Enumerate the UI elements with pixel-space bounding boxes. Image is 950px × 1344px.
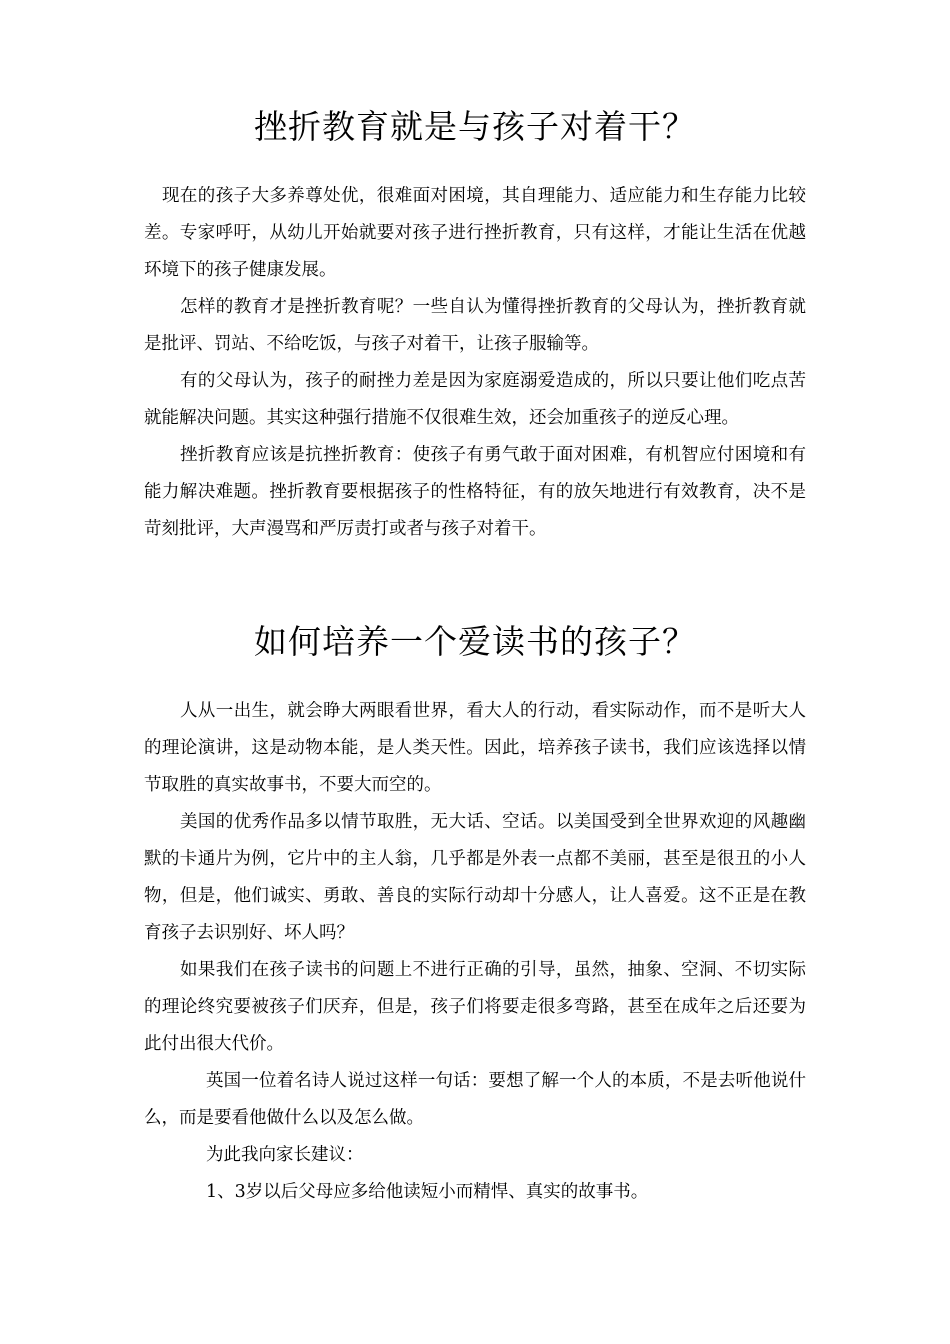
paragraph: 人从一出生，就会睁大两眼看世界，看大人的行动，看实际动作，而不是听大人的理论演讲，这是动物本能，是人类天性。因此，培养孩子读书，我们应该选择以情节取胜的真实故事书，不要大而空的。 [144, 701, 806, 795]
paragraph: 为此我向家长建议： [206, 1145, 364, 1165]
paragraph: 如果我们在孩子读书的问题上不进行正确的引导，虽然，抽象、空洞、不切实际的理论终究要被孩子们厌弃，但是，孩子们将要走很多弯路，甚至在成年之后还要为此付出很大代价。 [144, 960, 806, 1054]
article-title: 挫折教育就是与孩子对着干？ [254, 107, 696, 146]
article-reading-child [144, 613, 806, 1211]
paragraph: 美国的优秀作品多以情节取胜，无大话、空话。以美国受到全世界欢迎的风趣幽默的卡通片为例，它片中的主人翁，几乎都是外表一点都不美丽，甚至是很丑的小人物，但是，他们诚实、勇敢、善良的实际行动却十分感人，让人喜爱。这不正是在教育孩子去识别好、坏人吗？ [144, 812, 806, 943]
paragraph: 现在的孩子大多养尊处优，很难面对困境，其自理能力、适应能力和生存能力比较差。专家呼吁，从幼儿开始就要对孩子进行挫折教育，只有这样，才能让生活在优越环境下的孩子健康发展。 [144, 186, 806, 280]
article-frustration-education [144, 98, 806, 548]
paragraph: 英国一位着名诗人说过这样一句话：要想了解一个人的本质，不是去听他说什么，而是要看他做什么以及怎么做。 [144, 1071, 806, 1128]
paragraph: 怎样的教育才是挫折教育呢？一些自认为懂得挫折教育的父母认为，挫折教育就是批评、罚站、不给吃饭，与孩子对着干，让孩子服输等。 [144, 297, 806, 354]
article-title: 如何培养一个爱读书的孩子？ [254, 622, 696, 661]
list-item: 1、3岁以后父母应多给他读短小而精悍、真实的故事书。 [206, 1182, 649, 1202]
paragraph: 有的父母认为，孩子的耐挫力差是因为家庭溺爱造成的，所以只要让他们吃点苦就能解决问题。其实这种强行措施不仅很难生效，还会加重孩子的逆反心理。 [144, 371, 806, 428]
paragraph: 挫折教育应该是抗挫折教育：使孩子有勇气敢于面对困难，有机智应付困境和有能力解决难题。挫折教育要根据孩子的性格特征，有的放矢地进行有效教育，决不是苛刻批评，大声漫骂和严厉责打或者与孩子对着干。 [144, 445, 806, 539]
